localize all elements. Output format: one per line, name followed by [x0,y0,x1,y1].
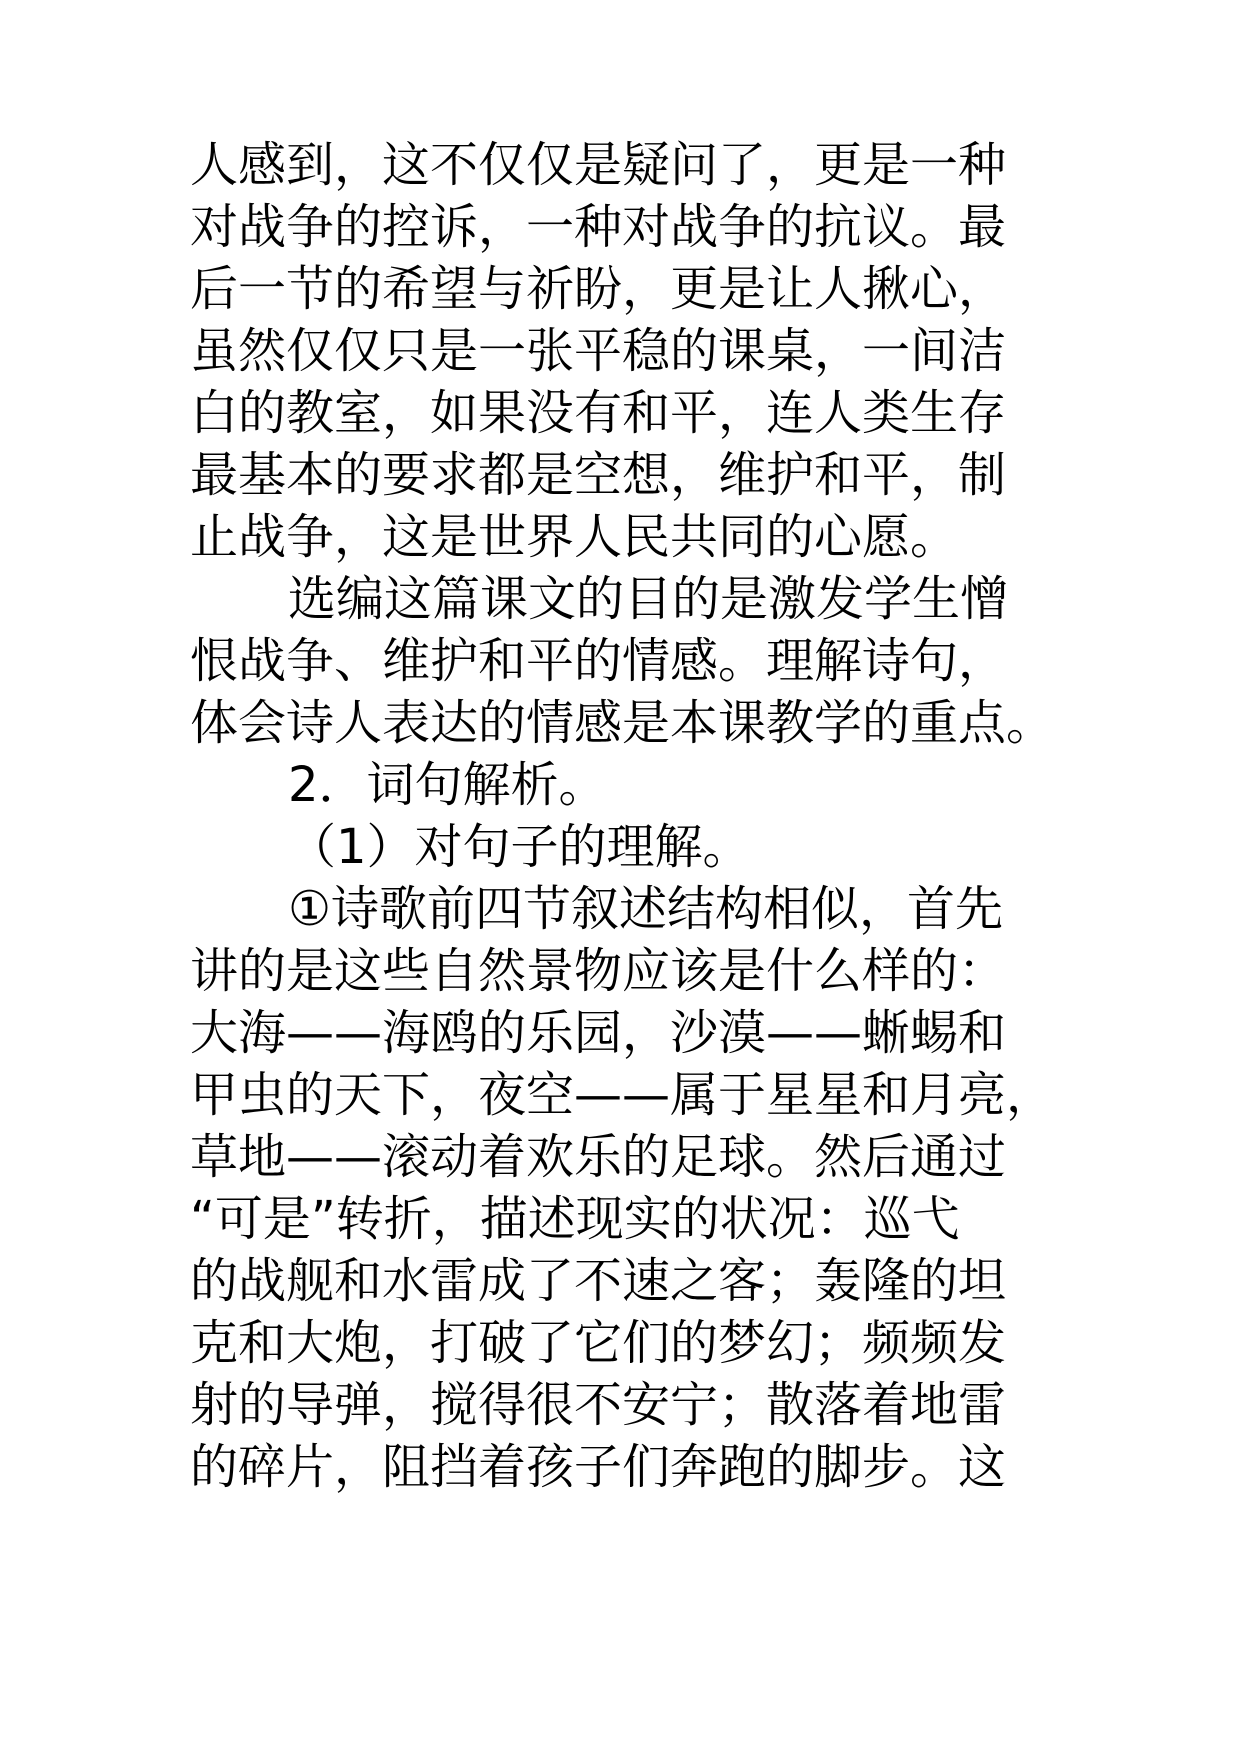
text-line-10: 体会诗人表达的情感是本课教学的重点。 [190,695,1055,751]
text-line-11: 2．词句解析。 [288,757,607,813]
text-line-20: 克和大炮，打破了它们的梦幻；频频发 [190,1315,1007,1371]
text-line-17: 草地——滚动着欢乐的足球。然后通过 [190,1129,1007,1185]
text-line-18: “可是”转折，描述现实的状况：巡弋 [190,1191,960,1247]
text-line-21: 射的导弹，搅得很不安宁；散落着地雷 [190,1377,1007,1433]
text-line-13: ①诗歌前四节叙述结构相似，首先 [288,881,1004,937]
text-line-4: 虽然仅仅只是一张平稳的课桌，一间洁 [190,323,1007,379]
text-line-14: 讲的是这些自然景物应该是什么样的： [190,943,1007,999]
text-line-15: 大海——海鸥的乐园，沙漠——蜥蜴和 [190,1005,1007,1061]
text-line-3: 后一节的希望与祈盼，更是让人揪心， [190,261,1007,317]
text-line-9: 恨战争、维护和平的情感。理解诗句， [190,633,1007,689]
text-line-5: 白的教室，如果没有和平，连人类生存 [190,385,1007,441]
text-line-6: 最基本的要求都是空想，维护和平，制 [190,447,1007,503]
text-line-19: 的战舰和水雷成了不速之客；轰隆的坦 [190,1253,1007,1309]
text-line-7: 止战争，这是世界人民共同的心愿。 [190,509,959,565]
text-line-12: （1）对句子的理解。 [288,819,751,875]
text-line-1: 人感到，这不仅仅是疑问了，更是一种 [190,137,1007,193]
text-line-16: 甲虫的天下，夜空——属于星星和月亮， [190,1067,1055,1123]
text-line-8: 选编这篇课文的目的是激发学生憎 [288,571,1009,627]
text-line-2: 对战争的控诉，一种对战争的抗议。最 [190,199,1007,255]
text-line-22: 的碎片，阻挡着孩子们奔跑的脚步。这 [190,1439,1007,1495]
